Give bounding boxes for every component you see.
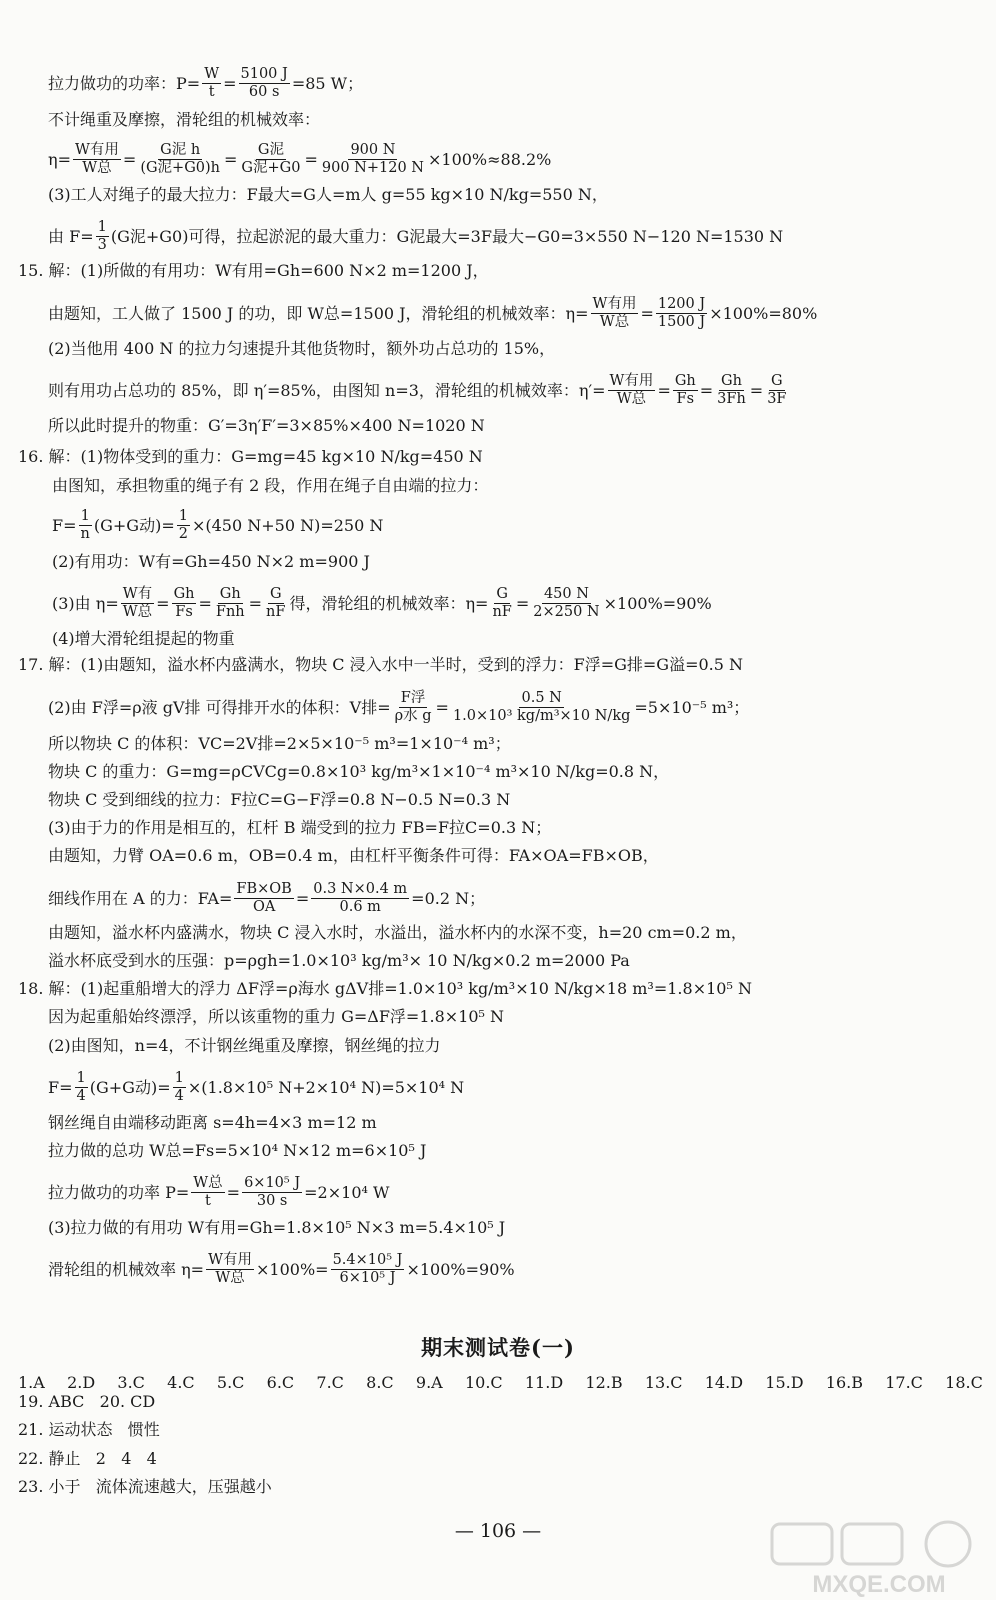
fraction-numerator: 1 bbox=[174, 1070, 184, 1086]
fraction bbox=[202, 66, 221, 101]
line-text: = bbox=[699, 380, 714, 400]
fraction-numerator: 6×10⁵ J bbox=[244, 1175, 301, 1191]
fraction bbox=[715, 373, 748, 408]
fraction bbox=[73, 142, 121, 177]
answer-item: 14.D bbox=[704, 1373, 744, 1392]
fraction-numerator: 1 bbox=[97, 219, 107, 235]
fraction-numerator: W bbox=[204, 66, 220, 82]
solution-line bbox=[52, 631, 235, 647]
line-text: (2)有用功：W有=Gh=450 N×2 m=900 J bbox=[52, 552, 370, 571]
fraction bbox=[239, 66, 290, 101]
fraction bbox=[239, 142, 302, 177]
fraction-denominator: Fs bbox=[676, 391, 695, 407]
solution-line bbox=[48, 187, 608, 203]
fraction-numerator: G bbox=[771, 373, 783, 389]
line-text: ×100%= bbox=[256, 1259, 329, 1279]
line-text: (2)当他用 400 N 的拉力匀速提升其他货物时，额外功占总功的 15%， bbox=[48, 339, 556, 358]
line-text: F= bbox=[52, 515, 77, 535]
line-text: ×100%=90% bbox=[603, 593, 712, 613]
answer-line: 21. 运动状态 惯性 bbox=[18, 1420, 160, 1439]
line-text: 物块 C 受到细线的拉力：F拉C=G−F浮=0.8 N−0.5 N=0.3 N bbox=[48, 790, 511, 809]
line-text: = bbox=[657, 380, 671, 400]
fraction-numerator: W有用 bbox=[609, 373, 654, 389]
fraction bbox=[242, 1175, 302, 1210]
fraction bbox=[138, 142, 222, 177]
solution-line bbox=[18, 263, 489, 279]
fraction-denominator: 6×10⁵ J bbox=[339, 1270, 396, 1286]
fraction-numerator: Gh bbox=[173, 586, 195, 602]
solution-line bbox=[48, 1009, 504, 1025]
line-text: = bbox=[749, 380, 764, 400]
line-text: (2)由图知，n=4，不计钢丝绳重及摩擦，钢丝绳的拉力 bbox=[48, 1036, 441, 1055]
solution-line bbox=[48, 142, 551, 177]
fraction bbox=[320, 142, 426, 177]
answer-item: 11.D bbox=[524, 1373, 564, 1392]
fraction-denominator: t bbox=[205, 1193, 211, 1209]
solution-line bbox=[18, 657, 743, 673]
line-text: 拉力做的总功 W总=Fs=5×10⁴ N×12 m=6×10⁵ J bbox=[48, 1141, 427, 1160]
line-text: 拉力做功的功率：P= bbox=[48, 73, 201, 93]
fraction-denominator: Fs bbox=[175, 604, 193, 620]
fraction-denominator: 4 bbox=[174, 1088, 184, 1104]
answer-item: 7.C bbox=[316, 1373, 344, 1392]
solution-line bbox=[48, 418, 485, 434]
fraction-denominator: 3Fh bbox=[717, 391, 746, 407]
solution-line bbox=[48, 341, 555, 357]
answer-item: 6.C bbox=[266, 1373, 295, 1392]
fraction bbox=[656, 296, 707, 331]
fraction-numerator: 1 bbox=[80, 508, 90, 524]
line-text: ×(1.8×10⁵ N+2×10⁴ N)=5×10⁴ N bbox=[187, 1077, 465, 1097]
fraction-numerator: 1 bbox=[76, 1070, 86, 1086]
solution-line bbox=[52, 508, 383, 543]
line-text: 所以此时提升的物重：G′=3η′F′=3×85%×400 N=1020 N bbox=[48, 416, 485, 435]
solution-line bbox=[48, 66, 363, 101]
fraction-numerator: Gh bbox=[721, 373, 742, 389]
answer-item: 4.C bbox=[167, 1373, 195, 1392]
line-text: = bbox=[122, 149, 137, 169]
answer-item: 18.C bbox=[945, 1373, 983, 1392]
fraction-numerator: W有 bbox=[122, 586, 153, 602]
fraction bbox=[264, 586, 287, 621]
solution-line bbox=[48, 764, 669, 780]
fraction bbox=[490, 586, 513, 621]
line-text: (3)拉力做的有用功 W有用=Gh=1.8×10⁵ N×3 m=5.4×10⁵ J bbox=[48, 1218, 506, 1237]
fraction-numerator: 900 N bbox=[350, 142, 396, 158]
line-text: (G泥+G0)可得，拉起淤泥的最大重力：G泥最大=3F最大−G0=3×550 N−120 N=1530 N bbox=[110, 226, 784, 246]
fraction-denominator: t bbox=[208, 84, 215, 100]
line-text: =5×10⁻⁵ m³； bbox=[634, 697, 750, 717]
line-text: 由 F= bbox=[48, 226, 94, 246]
answer-item: 12.B bbox=[585, 1373, 623, 1392]
answer-item: 2.D bbox=[67, 1373, 96, 1392]
fraction-denominator: G泥+G0 bbox=[241, 160, 301, 176]
line-text: = bbox=[515, 593, 530, 613]
fraction-denominator: 3F bbox=[767, 391, 787, 407]
fraction-numerator: 0.3 N×0.4 m bbox=[313, 881, 408, 897]
line-text: 17. 解：(1)由题知，溢水杯内盛满水，物块 C 浸入水中一半时，受到的浮力：F浮=G排=G溢=0.5 N bbox=[18, 655, 744, 674]
line-text: ×100%=80% bbox=[709, 303, 818, 323]
fraction-denominator: nF bbox=[492, 604, 512, 620]
answer-item: 1.A bbox=[18, 1373, 45, 1392]
fraction-numerator: G bbox=[269, 586, 282, 602]
fraction-numerator: 1200 J bbox=[657, 296, 706, 312]
solution-line bbox=[48, 219, 783, 254]
line-text: F= bbox=[48, 1077, 73, 1097]
line-text: =2×10⁴ W bbox=[304, 1182, 390, 1202]
solution-line bbox=[48, 1143, 426, 1159]
solution-line bbox=[48, 373, 791, 408]
line-text: =85 W； bbox=[291, 73, 364, 93]
fraction-denominator: W总 bbox=[215, 1270, 245, 1286]
fraction-numerator: G泥 bbox=[257, 142, 284, 158]
fraction bbox=[451, 690, 632, 725]
solution-line bbox=[48, 1038, 441, 1054]
fraction-numerator: F浮 bbox=[400, 690, 426, 706]
fraction-numerator: 0.5 N bbox=[521, 690, 562, 706]
fraction-denominator: 1500 J bbox=[657, 314, 706, 330]
fraction bbox=[331, 1252, 405, 1287]
fraction bbox=[214, 586, 247, 621]
fraction-denominator: 60 s bbox=[248, 84, 280, 100]
line-text: = bbox=[223, 73, 237, 93]
fraction-numerator: W有用 bbox=[75, 142, 119, 158]
line-text: 滑轮组的机械效率 η= bbox=[48, 1259, 205, 1279]
fraction-numerator: FB×OB bbox=[236, 881, 292, 897]
line-text: (4)增大滑轮组提起的物重 bbox=[52, 629, 235, 648]
solution-line bbox=[48, 953, 630, 969]
fraction-denominator: n bbox=[80, 526, 90, 542]
line-text: 所以物块 C 的体积：VC=2V排=2×5×10⁻⁵ m³=1×10⁻⁴ m³； bbox=[48, 734, 511, 753]
solution-line bbox=[48, 1220, 505, 1236]
solution-line bbox=[48, 1070, 464, 1105]
fraction-denominator: W总 bbox=[616, 391, 647, 407]
fraction-denominator: OA bbox=[252, 899, 276, 915]
solution-line bbox=[48, 925, 747, 941]
fraction-denominator: W总 bbox=[599, 314, 630, 330]
fraction-denominator: 4 bbox=[76, 1088, 86, 1104]
line-text: = bbox=[226, 1182, 241, 1202]
answer-item: 10.C bbox=[464, 1373, 503, 1392]
solution-line bbox=[48, 820, 551, 836]
fraction-denominator: 30 s bbox=[256, 1193, 288, 1209]
fraction-denominator: nF bbox=[266, 604, 286, 620]
line-text: 因为起重船始终漂浮，所以该重物的重力 G=ΔF浮=1.8×10⁵ N bbox=[48, 1007, 505, 1026]
fraction bbox=[234, 881, 293, 916]
fraction-denominator: W总 bbox=[82, 160, 112, 176]
answer-item: 9.A bbox=[415, 1373, 443, 1392]
fraction-numerator: 450 N bbox=[543, 586, 589, 602]
line-text: (G+G动)= bbox=[89, 1077, 171, 1097]
fraction bbox=[121, 586, 154, 621]
line-text: 15. 解：(1)所做的有用功：W有用=Gh=600 N×2 m=1200 J， bbox=[18, 261, 489, 280]
solution-line bbox=[52, 478, 488, 494]
fraction-denominator: 3 bbox=[97, 237, 107, 253]
fraction-denominator: ρ水 g bbox=[394, 708, 432, 724]
line-text: 得，滑轮组的机械效率：η= bbox=[289, 593, 489, 613]
line-text: = bbox=[640, 303, 654, 323]
line-text: ×(450 N+50 N)=250 N bbox=[191, 515, 384, 535]
fraction-numerator: W总 bbox=[193, 1175, 223, 1191]
line-text: 细线作用在 A 的力：FA= bbox=[48, 888, 233, 908]
solution-line bbox=[52, 554, 370, 570]
answer-item: 8.C bbox=[366, 1373, 394, 1392]
line-text: 物块 C 的重力：G=mg=ρCVCg=0.8×10³ kg/m³×1×10⁻⁴ m³×10 N/kg=0.8 N， bbox=[48, 762, 670, 781]
section-title: 期末测试卷(一) bbox=[421, 1335, 575, 1360]
fraction bbox=[673, 373, 698, 408]
fraction bbox=[608, 373, 656, 408]
solution-line bbox=[18, 449, 483, 465]
fraction bbox=[96, 219, 109, 254]
fraction-denominator: W总 bbox=[122, 604, 153, 620]
line-text: 由图知，承担物重的绳子有 2 段，作用在绳子自由端的拉力： bbox=[52, 476, 489, 495]
line-text: = bbox=[435, 697, 449, 717]
fraction bbox=[75, 1070, 88, 1105]
fraction bbox=[531, 586, 601, 621]
fraction bbox=[172, 586, 197, 621]
line-text: (3)由于力的作用是相互的，杠杆 B 端受到的拉力 FB=F拉C=0.3 N； bbox=[48, 818, 552, 837]
fraction-numerator: 1 bbox=[178, 508, 188, 524]
answer-line: 22. 静止 2 4 4 bbox=[18, 1449, 157, 1468]
solution-line bbox=[48, 1115, 377, 1131]
line-text: 拉力做功的功率 P= bbox=[48, 1182, 190, 1202]
line-text: (3)由 η= bbox=[52, 593, 119, 613]
solution-line bbox=[18, 981, 752, 997]
fraction bbox=[765, 373, 788, 408]
line-text: η= bbox=[48, 149, 71, 169]
solution-line bbox=[48, 1252, 515, 1287]
answer-item: 17.C bbox=[885, 1373, 923, 1392]
fraction bbox=[591, 296, 639, 331]
fraction bbox=[177, 508, 190, 543]
answer-line: 23. 小于 流体流速越大，压强越小 bbox=[18, 1477, 272, 1496]
answer-item: 3.C bbox=[117, 1373, 145, 1392]
line-text: 不计绳重及摩擦，滑轮组的机械效率： bbox=[48, 110, 321, 129]
fraction bbox=[191, 1175, 224, 1210]
line-text: = bbox=[295, 888, 310, 908]
watermark-text: MXQE.COM bbox=[812, 1571, 946, 1598]
fraction-numerator: 5100 J bbox=[240, 66, 288, 82]
line-text: = bbox=[156, 593, 170, 613]
fraction bbox=[206, 1252, 254, 1287]
fraction-numerator: W有用 bbox=[208, 1252, 252, 1268]
fraction-numerator: G泥 h bbox=[160, 142, 201, 158]
line-text: (3)工人对绳子的最大拉力：F最大=G人=m人 g=55 kg×10 N/kg=550 N， bbox=[48, 185, 608, 204]
solution-line bbox=[48, 296, 817, 331]
answer-item: 5.C bbox=[216, 1373, 245, 1392]
fraction-numerator: Gh bbox=[674, 373, 696, 389]
solution-line bbox=[48, 881, 485, 916]
solution-line bbox=[48, 736, 511, 752]
line-text: = bbox=[224, 149, 238, 169]
fraction-numerator: W有用 bbox=[592, 296, 637, 312]
line-text: ×100%≈88.2% bbox=[427, 149, 552, 169]
fraction-denominator: 1.0×10³ kg/m³×10 N/kg bbox=[452, 708, 631, 724]
fraction bbox=[393, 690, 434, 725]
page-number: — 106 — bbox=[454, 1520, 542, 1542]
fraction-denominator: (G泥+G0)h bbox=[140, 160, 221, 176]
watermark-logo bbox=[768, 1518, 990, 1598]
fraction-denominator: 2 bbox=[178, 526, 188, 542]
line-text: 则有用功占总功的 85%，即 η′=85%，由图知 n=3，滑轮组的机械效率：η′= bbox=[48, 380, 606, 400]
solution-line bbox=[48, 792, 510, 808]
solution-line bbox=[48, 690, 749, 725]
fraction bbox=[311, 881, 409, 916]
line-text: 由题知，工人做了 1500 J 的功，即 W总=1500 J，滑轮组的机械效率：η= bbox=[48, 303, 589, 323]
line-text: 18. 解：(1)起重船增大的浮力 ΔF浮=ρ海水 gΔV排=1.0×10³ kg/m³×10 N/kg×18 m³=1.8×10⁵ N bbox=[18, 979, 752, 998]
fraction-numerator: Gh bbox=[219, 586, 241, 602]
line-text: 由题知，溢水杯内盛满水，物块 C 浸入水时，水溢出，溢水杯内的水深不变，h=20 cm=0.2 m， bbox=[48, 923, 747, 942]
solution-line bbox=[48, 848, 659, 864]
answer-item: 13.C bbox=[644, 1373, 683, 1392]
solution-line bbox=[48, 1175, 389, 1210]
line-text: 溢水杯底受到水的压强：p=ρgh=1.0×10³ kg/m³× 10 N/kg×0.2 m=2000 Pa bbox=[48, 951, 630, 970]
solution-line bbox=[48, 112, 320, 128]
line-text: 16. 解：(1)物体受到的重力：G=mg=45 kg×10 N/kg=450 N bbox=[18, 447, 483, 466]
line-text: =0.2 N； bbox=[411, 888, 486, 908]
solution-line bbox=[52, 586, 712, 621]
line-text: = bbox=[248, 593, 263, 613]
fraction-numerator: G bbox=[496, 586, 508, 602]
line-text: 钢丝绳自由端移动距离 s=4h=4×3 m=12 m bbox=[48, 1113, 377, 1132]
line-text: = bbox=[304, 149, 318, 169]
fraction-denominator: 0.6 m bbox=[339, 899, 381, 915]
line-text: = bbox=[198, 593, 212, 613]
answer-row bbox=[18, 1373, 983, 1392]
fraction-denominator: 2×250 N bbox=[533, 604, 600, 620]
fraction bbox=[79, 508, 92, 543]
line-text: (G+G动)= bbox=[93, 515, 175, 535]
answer-item: 15.D bbox=[765, 1373, 804, 1392]
fraction bbox=[173, 1070, 186, 1105]
answer-item: 16.B bbox=[825, 1373, 863, 1392]
fraction-denominator: Fnh bbox=[215, 604, 245, 620]
fraction-numerator: 5.4×10⁵ J bbox=[332, 1252, 403, 1268]
answer-line: 19. ABC 20. CD bbox=[18, 1392, 156, 1411]
line-text: 由题知，力臂 OA=0.6 m，OB=0.4 m，由杠杆平衡条件可得：FA×OA=FB×OB， bbox=[48, 846, 659, 865]
line-text: ×100%=90% bbox=[406, 1259, 515, 1279]
fraction-denominator: 900 N+120 N bbox=[321, 160, 424, 176]
line-text: (2)由 F浮=ρ液 gV排 可得排开水的体积：V排= bbox=[48, 697, 391, 717]
